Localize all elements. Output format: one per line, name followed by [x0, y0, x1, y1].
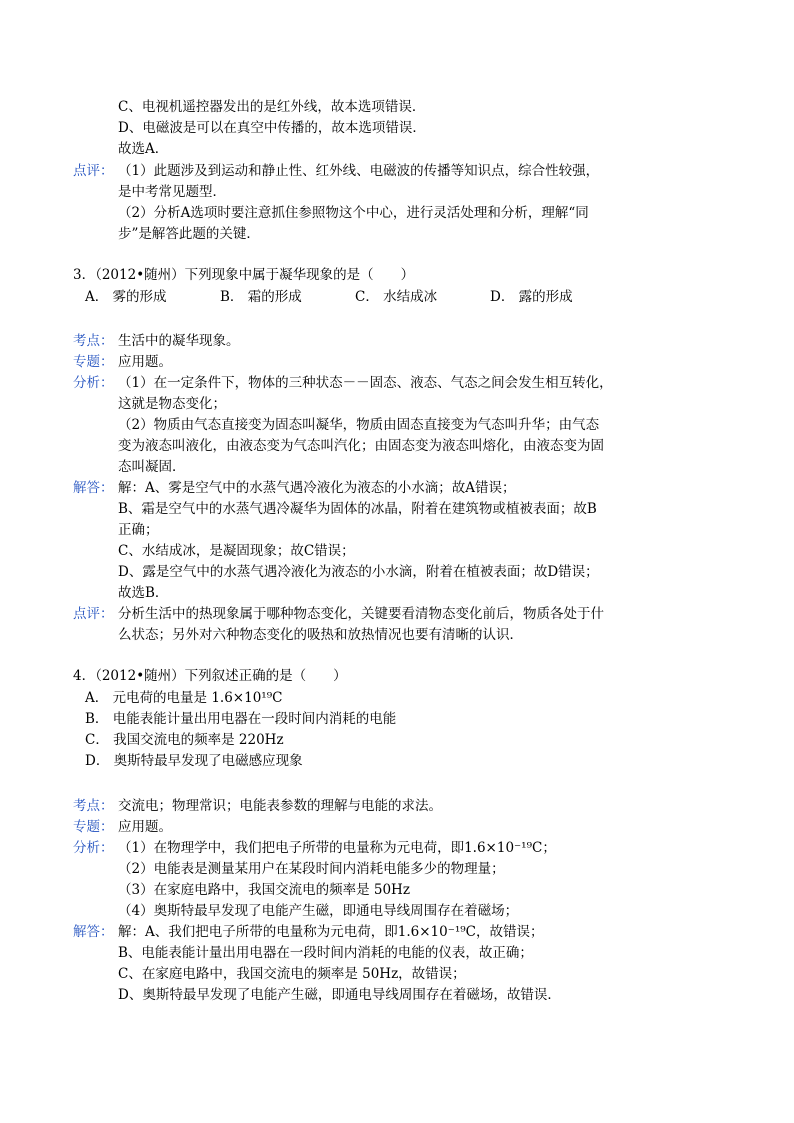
q3-option-c: C． 水结成冰	[355, 289, 438, 305]
prev-answer-conclusion: 故选A．	[118, 141, 169, 157]
q3-analysis-line: 变为液态叫液化，由液态变为气态叫汽化；由固态变为液态叫熔化，由液态变为固	[118, 438, 604, 454]
q4-option-c: C． 我国交流电的频率是 220Hz	[85, 732, 284, 748]
key-point-label: 考点：	[73, 798, 114, 814]
q4-analysis-line: （3）在家庭电路中，我国交流电的频率是 50Hz	[118, 882, 410, 898]
q3-key-point: 生活中的凝华现象。	[118, 333, 240, 349]
q4-solution-line: B、电能表能计量出用电器在一段时间内消耗的电能的仪表，故正确；	[118, 945, 533, 961]
q3-comment-line: 么状态；另外对六种物态变化的吸热和放热情况也要有清晰的认识．	[118, 627, 523, 643]
q3-option-b: B． 霜的形成	[220, 289, 302, 305]
solution-label: 解答：	[73, 924, 114, 940]
comment-label: 点评：	[73, 163, 114, 179]
q3-option-a: A． 雾的形成	[85, 289, 167, 305]
q3-analysis-line: 态叫凝固．	[118, 459, 186, 475]
q3-solution-line: D、露是空气中的水蒸气遇冷液化为液态的小水滴，附着在植被表面；故D错误；	[118, 564, 599, 580]
analysis-label: 分析：	[73, 840, 114, 856]
prev-comment-line: （2）分析A选项时要注意抓住参照物这个中心，进行灵活处理和分析，理解“同	[118, 205, 589, 221]
q3-solution-line: B、霜是空气中的水蒸气遇冷凝华为固体的冰晶，附着在建筑物或植被表面；故B	[118, 501, 597, 517]
prev-answer-line-c: C、电视机遥控器发出的是红外线，故本选项错误．	[118, 99, 426, 115]
q4-solution-line: D、奥斯特最早发现了电能产生磁，即通电导线周围存在着磁场，故错误．	[118, 987, 561, 1003]
q3-topic: 应用题。	[118, 354, 172, 370]
q3-solution-line: 故选B．	[118, 585, 169, 601]
q4-option-b: B． 电能表能计量出用电器在一段时间内消耗的电能	[85, 711, 397, 727]
q3-solution-line: C、水结成冰，是凝固现象；故C错误；	[118, 543, 355, 559]
prev-comment-line: 步”是解答此题的关键．	[118, 226, 260, 242]
comment-label: 点评：	[73, 606, 114, 622]
question-3-stem: 3．（2012•随州）下列现象中属于凝华现象的是（ ）	[73, 267, 415, 283]
q4-analysis-line: （4）奥斯特最早发现了电能产生磁，即通电导线周围存在着磁场；	[118, 903, 519, 919]
q3-analysis-line: （2）物质由气态直接变为固态叫凝华，物质由固态直接变为气态叫升华；由气态	[118, 417, 600, 433]
q4-option-d: D． 奥斯特最早发现了电磁感应现象	[85, 753, 303, 769]
q3-comment-line: 分析生活中的热现象属于哪种物态变化，关键要看清物态变化前后，物质各处于什	[118, 606, 604, 622]
q3-option-d: D． 露的形成	[490, 289, 573, 305]
prev-comment-line: 是中考常见题型．	[118, 184, 226, 200]
analysis-label: 分析：	[73, 375, 114, 391]
q4-analysis-line: （2）电能表是测量某用户在某段时间内消耗电能多少的物理量；	[118, 861, 505, 877]
solution-label: 解答：	[73, 480, 114, 496]
q4-solution-line: 解：A、我们把电子所带的电量称为元电荷，即1.6×10⁻¹⁹C，故错误；	[118, 924, 544, 940]
q4-analysis-line: （1）在物理学中，我们把电子所带的电量称为元电荷，即1.6×10⁻¹⁹C；	[118, 840, 556, 856]
q4-key-point: 交流电；物理常识；电能表参数的理解与电能的求法。	[118, 798, 442, 814]
q4-option-a: A． 元电荷的电量是 1.6×10¹⁹C	[85, 690, 283, 706]
q3-analysis-line: 这就是物态变化；	[118, 396, 226, 412]
q4-topic: 应用题。	[118, 819, 172, 835]
q4-solution-line: C、在家庭电路中，我国交流电的频率是 50Hz，故错误；	[118, 966, 466, 982]
prev-answer-line-d: D、电磁波是可以在真空中传播的，故本选项错误．	[118, 120, 426, 136]
q3-analysis-line: （1）在一定条件下，物体的三种状态－－固态、液态、气态之间会发生相互转化，	[118, 375, 613, 391]
key-point-label: 考点：	[73, 333, 114, 349]
topic-label: 专题：	[73, 819, 114, 835]
topic-label: 专题：	[73, 354, 114, 370]
question-4-stem: 4．（2012•随州）下列叙述正确的是（ ）	[73, 668, 347, 684]
q3-solution-line: 正确；	[118, 522, 159, 538]
q3-solution-line: 解：A、雾是空气中的水蒸气遇冷液化为液态的小水滴；故A错误；	[118, 480, 516, 496]
prev-comment-line: （1）此题涉及到运动和静止性、红外线、电磁波的传播等知识点，综合性较强，	[118, 163, 600, 179]
